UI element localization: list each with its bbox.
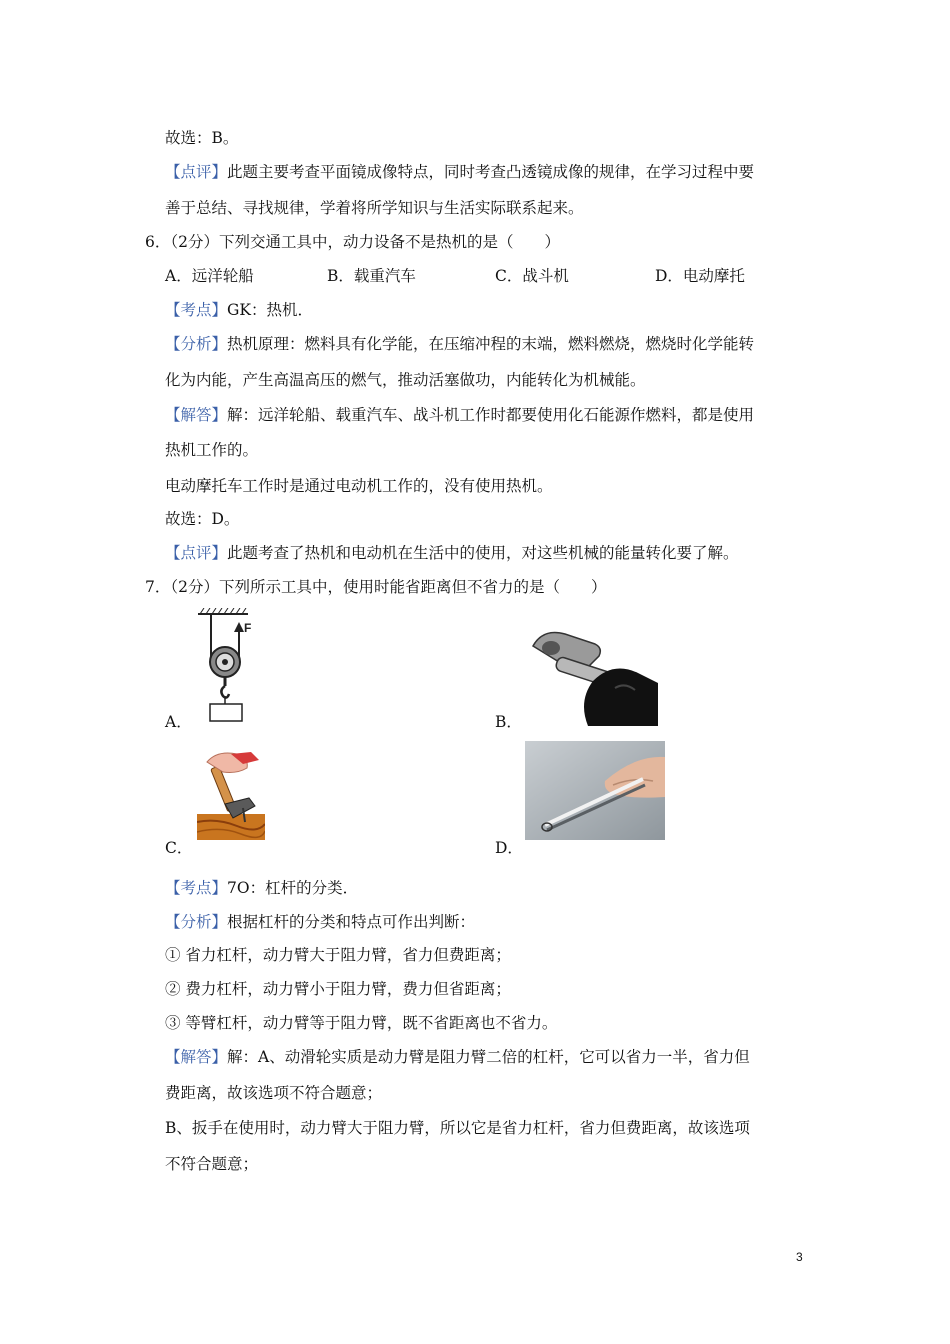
q6-option-d: D．电动摩托 (655, 267, 745, 285)
q7-label-c: C． (165, 839, 193, 857)
q7-item-3: ③ 等臂杠杆，动力臂等于阻力臂，既不省距离也不省力。 (165, 1014, 558, 1032)
q7-label-d: D． (495, 839, 523, 857)
point-text: 7O：杠杆的分类． (227, 879, 359, 897)
answer-text: 解：A、动滑轮实质是动力臂是阻力臂二倍的杠杆，它可以省力一半，省力但 (227, 1048, 750, 1066)
review-text: 此题主要考查平面镜成像特点，同时考查凸透镜成像的规律，在学习过程中要 (227, 163, 755, 181)
q7-answer-line4: 不符合题意； (165, 1155, 259, 1173)
q7-answer-line3: B、扳手在使用时，动力臂大于阻力臂，所以它是省力杠杆，省力但费距离，故该选项 (165, 1119, 750, 1137)
q6-answer-line3: 电动摩托车工作时是通过电动机工作的，没有使用热机。 (165, 477, 553, 495)
wrench-figure (523, 626, 658, 726)
q6-choice: 故选：D。 (165, 510, 240, 528)
q6-point (165, 300, 313, 320)
prev-review (165, 162, 754, 182)
q6-answer (165, 405, 754, 425)
prev-review-cont: 善于总结、寻找规律，学着将所学知识与生活实际联系起来。 (165, 199, 584, 217)
review-tag: 【点评】 (165, 544, 228, 562)
point-tag: 【考点】 (165, 879, 228, 897)
analysis-text: 热机原理：燃料具有化学能，在压缩冲程的末端，燃料燃烧，燃烧时化学能转 (227, 335, 755, 353)
q6-analysis (165, 334, 754, 354)
q7-text: （2分）下列所示工具中，使用时能省距离但不省力的是（ ） (170, 578, 607, 596)
q6-review (165, 543, 739, 563)
q7-item-2: ② 费力杠杆，动力臂小于阻力臂，费力但省距离； (165, 980, 511, 998)
force-label: F (244, 621, 252, 635)
q6-answer-cont: 热机工作的。 (165, 441, 259, 459)
q7-number: 7． (145, 578, 171, 596)
q7-analysis (165, 912, 475, 932)
q6-option-c: C．战斗机 (495, 267, 569, 285)
review-text: 此题考查了热机和电动机在生活中的使用，对这些机械的能量转化要了解。 (227, 544, 739, 562)
analysis-text: 根据杠杆的分类和特点可作出判断： (227, 913, 476, 931)
q7-answer (165, 1047, 750, 1067)
page-number: 3 (796, 1250, 803, 1264)
q7-label-a: A． (165, 713, 192, 731)
q6-option-a: A．远洋轮船 (165, 267, 254, 285)
answer-text: 解：远洋轮船、载重汽车、战斗机工作时都要使用化石能源作燃料，都是使用 (227, 406, 755, 424)
analysis-tag: 【分析】 (165, 913, 228, 931)
prev-choice: 故选：B。 (165, 129, 239, 147)
q7-stem (145, 577, 607, 597)
q7-item-1: ① 省力杠杆，动力臂大于阻力臂，省力但费距离； (165, 946, 511, 964)
q7-label-b: B． (495, 713, 522, 731)
hammer-figure (197, 752, 265, 840)
tweezers-figure (525, 741, 665, 840)
point-tag: 【考点】 (165, 301, 228, 319)
q6-option-b: B．载重汽车 (327, 267, 416, 285)
point-text: GK：热机． (227, 301, 313, 319)
answer-tag: 【解答】 (165, 1048, 228, 1066)
q6-stem (145, 232, 560, 252)
q6-analysis-cont: 化为内能，产生高温高压的燃气，推动活塞做功，内能转化为机械能。 (165, 371, 646, 389)
review-tag: 【点评】 (165, 163, 228, 181)
analysis-tag: 【分析】 (165, 335, 228, 353)
pulley-figure (190, 608, 262, 724)
q7-point (165, 878, 358, 898)
q6-number: 6． (145, 233, 171, 251)
q6-text: （2分）下列交通工具中，动力设备不是热机的是（ ） (170, 233, 560, 251)
answer-tag: 【解答】 (165, 406, 228, 424)
q7-answer-cont: 费距离，故该选项不符合题意； (165, 1084, 383, 1102)
